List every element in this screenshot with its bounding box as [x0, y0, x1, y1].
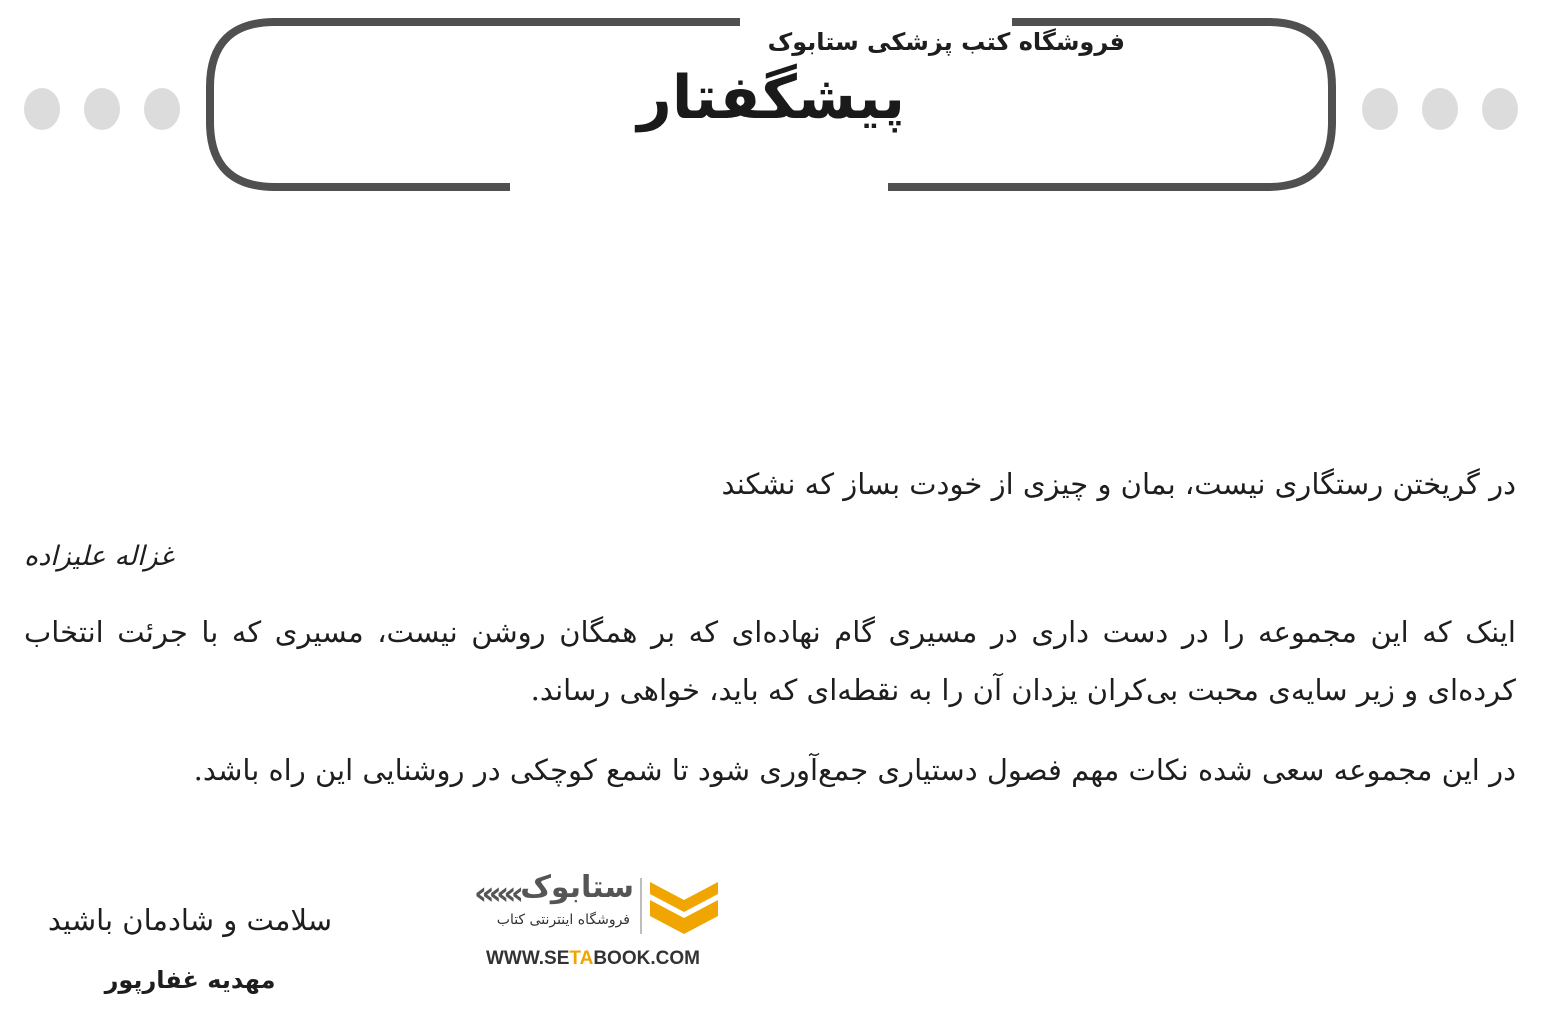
- logo-divider: [640, 878, 642, 934]
- logo-tagline: فروشگاه اینترنتی کتاب: [496, 912, 630, 928]
- epigraph-quote: در گریختن رستگاری نیست، بمان و چیزی از خودت بساز که نشکند: [721, 467, 1516, 501]
- logo-url: [486, 948, 700, 970]
- paragraph: اینک که این مجموعه را در دست داری در مسیری گام نهاده‌ای که بر همگان روشن نیست، مسیری که با جرئت انتخاب کرده‌ای و زیر سایه‌ی محبت بی‌کران یزدان آن را به نقطه‌ای که باید، خواهی رساند.: [24, 615, 1516, 707]
- setabook-logo: [470, 868, 730, 978]
- book-chevron-icon: [648, 878, 720, 934]
- shop-name: فروشگاه کتب پزشکی ستابوک: [767, 28, 1125, 56]
- logo-name: ستابوک: [520, 870, 634, 905]
- epigraph-author: غزاله علیزاده: [24, 541, 174, 572]
- closing-farewell: سلامت و شادمان باشید: [47, 903, 333, 937]
- logo-url-prefix: WWW.SE: [486, 948, 570, 969]
- closing-signer: مهدیه غفارپور: [104, 966, 276, 994]
- logo-url-highlight: TA: [569, 948, 594, 969]
- logo-url-suffix: BOOK.COM: [593, 948, 700, 969]
- logo-arrows: «««: [474, 874, 519, 912]
- page-title: پیشگفتار: [637, 63, 905, 133]
- paragraph: در این مجموعه سعی شده نکات مهم فصول دستیاری جمع‌آوری شود تا شمع کوچکی در روشنایی این راه باشد.: [193, 753, 1516, 787]
